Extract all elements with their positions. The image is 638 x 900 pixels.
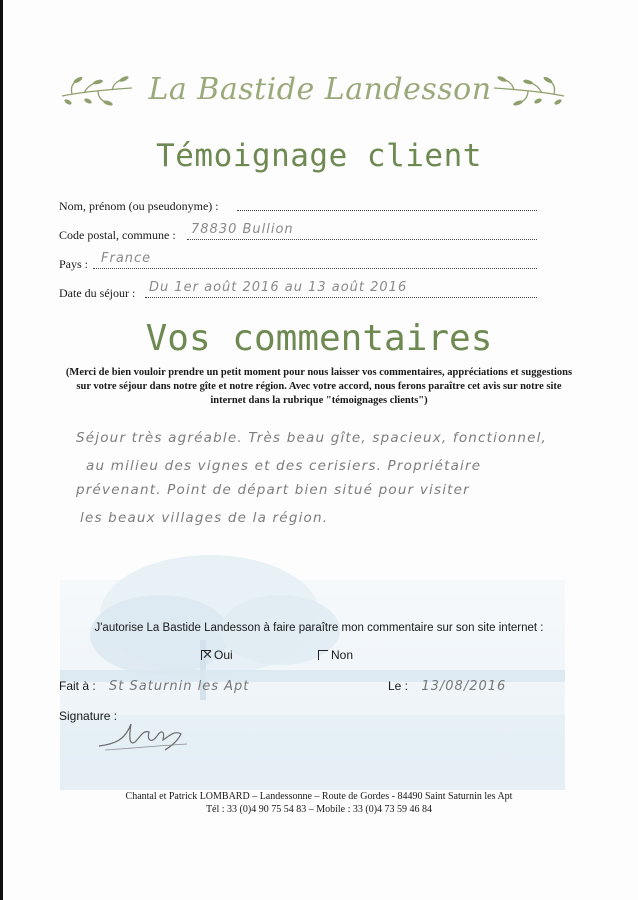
dotted-line bbox=[93, 266, 537, 269]
dotted-line bbox=[145, 295, 537, 298]
brand-logo-text: La Bastide Landesson bbox=[148, 72, 492, 107]
scan-edge bbox=[0, 0, 3, 900]
checkmark-x-icon: ✕ bbox=[202, 647, 213, 662]
signature-label: Signature : bbox=[59, 709, 118, 723]
comment-line-4: les beaux villages de la région. bbox=[80, 510, 329, 526]
country-value: France bbox=[101, 251, 152, 266]
consent-text: J'autorise La Bastide Landesson à faire paraître mon commentaire sur son site internet : bbox=[94, 622, 544, 634]
comment-line-1: Séjour très agréable. Très beau gîte, spacieux, fonctionnel, bbox=[76, 430, 548, 446]
address-line: Chantal et Patrick LOMBARD – Landessonne – Route de Gordes - 84490 Saint Saturnin les Apt bbox=[125, 791, 513, 802]
bleed-through-text bbox=[90, 6, 560, 24]
comments-heading: Vos commentaires bbox=[145, 318, 493, 359]
yes-label: Oui bbox=[214, 648, 233, 662]
postal-value: 78830 Bullion bbox=[191, 222, 294, 237]
dotted-line bbox=[237, 208, 537, 211]
name-field[interactable] bbox=[59, 199, 537, 219]
country-label: Pays : bbox=[59, 257, 89, 271]
dotted-line bbox=[187, 237, 537, 240]
no-label: Non bbox=[331, 648, 354, 662]
phone-line: Tél : 33 (0)4 90 75 54 83 – Mobile : 33 (0)4 73 59 46 84 bbox=[205, 804, 433, 815]
olive-sprig-icon bbox=[58, 72, 138, 112]
place-field[interactable] bbox=[59, 679, 249, 694]
stay-date-label: Date du séjour : bbox=[59, 286, 136, 300]
place-label: Fait à : bbox=[59, 679, 96, 693]
postal-field[interactable] bbox=[59, 222, 537, 248]
comment-line-3: prévenant. Point de départ bien situé pour visiter bbox=[76, 482, 470, 498]
name-label: Nom, prénom (ou pseudonyme) : bbox=[59, 199, 219, 213]
place-value: St Saturnin les Apt bbox=[109, 679, 250, 694]
contact-footer bbox=[0, 790, 638, 816]
date-value: 13/08/2016 bbox=[421, 679, 507, 694]
consent-no-option[interactable] bbox=[318, 648, 353, 662]
handwritten-signature bbox=[95, 716, 195, 756]
country-field[interactable] bbox=[59, 251, 537, 277]
page-title: Témoignage client bbox=[156, 138, 482, 174]
stay-date-value: Du 1er août 2016 au 13 août 2016 bbox=[149, 280, 408, 295]
date-label: Le : bbox=[388, 679, 409, 693]
consent-yes-option[interactable] bbox=[201, 648, 233, 662]
no-checkbox[interactable] bbox=[318, 650, 328, 660]
yes-checkbox[interactable] bbox=[201, 647, 213, 662]
comment-line-2: au milieu des vignes et des cerisiers. Propriétaire bbox=[86, 458, 482, 474]
date-field[interactable] bbox=[388, 679, 506, 694]
stay-date-field[interactable] bbox=[59, 280, 537, 306]
comments-instructions: (Merci de bien vouloir prendre un petit moment pour nous laisser vos commentaires, appréciations et suggestions sur votre séjour dans notre gîte et notre région. Avec votre accord, nous ferons paraître cet avis sur notre site internet dans la rubrique "témoignages clients") bbox=[65, 367, 573, 406]
postal-label: Code postal, commune : bbox=[59, 228, 176, 242]
brand-header bbox=[0, 68, 638, 118]
olive-sprig-icon bbox=[488, 72, 568, 112]
